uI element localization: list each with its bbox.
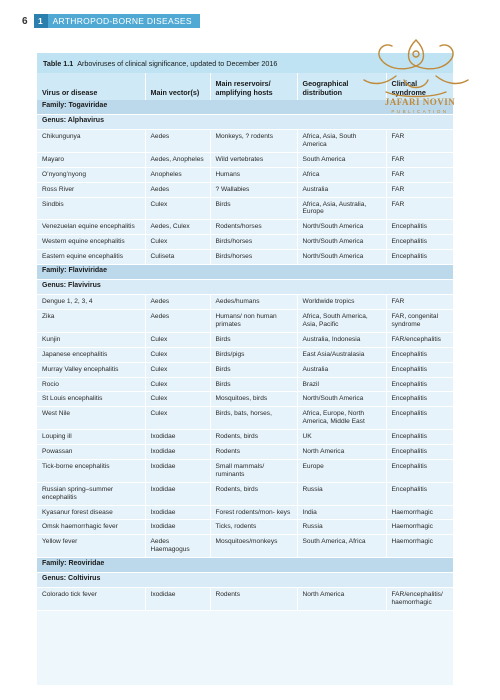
table-row	[37, 167, 453, 182]
table-cell: Small mammals/ ruminants	[210, 459, 297, 482]
table-cell: St Louis encephalitis	[37, 392, 145, 407]
table-row	[37, 332, 453, 347]
table-cell: FAR, congenital syndrome	[386, 309, 453, 332]
genus-row	[37, 573, 453, 588]
table-cell: Aedes/humans	[210, 295, 297, 310]
table-cell: Anopheles	[145, 167, 210, 182]
table-row	[37, 459, 453, 482]
table-row	[37, 182, 453, 197]
table-cell: Encephalitis	[386, 392, 453, 407]
table-cell: Europe	[297, 459, 386, 482]
table-cell: Africa, South America, Asia, Pacific	[297, 309, 386, 332]
table-cell: Culex	[145, 377, 210, 392]
table-cell: Kunjin	[37, 332, 145, 347]
table-cell: Encephalitis	[386, 362, 453, 377]
table-header	[37, 73, 453, 100]
table-cell: West Nile	[37, 407, 145, 430]
table-cell: Birds/horses	[210, 250, 297, 265]
table-cell: Australia	[297, 362, 386, 377]
table-cell: FAR/encephalitis/ haemorrhagic	[386, 588, 453, 611]
table-cell: Birds, bats, horses,	[210, 407, 297, 430]
table-cell: Brazil	[297, 377, 386, 392]
table-cell: South America	[297, 152, 386, 167]
table-row	[37, 220, 453, 235]
table-cell: Eastern equine encephalitis	[37, 250, 145, 265]
table-row	[37, 535, 453, 558]
table-cell: Monkeys, ? rodents	[210, 130, 297, 153]
table-row	[37, 430, 453, 445]
table-cell: Haemorrhagic	[386, 520, 453, 535]
chapter-number: 1	[34, 14, 48, 28]
table-cell: Culex	[145, 392, 210, 407]
table-cell: Aedes	[145, 182, 210, 197]
table-cell: Aedes	[145, 295, 210, 310]
chapter-badge	[34, 14, 200, 28]
table-body	[37, 100, 453, 611]
table-cell: Culiseta	[145, 250, 210, 265]
table-row	[37, 392, 453, 407]
table-cell: Aedes	[145, 130, 210, 153]
table-cell: Encephalitis	[386, 482, 453, 505]
table-cell: FAR/encephalitis	[386, 332, 453, 347]
table-row	[37, 235, 453, 250]
table-cell: Japanese encephalitis	[37, 347, 145, 362]
family-label: Family: Reoviridae	[37, 558, 453, 573]
table-cell: North America	[297, 445, 386, 460]
table-row	[37, 377, 453, 392]
arbovirus-table-container	[37, 53, 453, 685]
table-cell: Murray Valley encephalitis	[37, 362, 145, 377]
genus-label: Genus: Coltivirus	[37, 573, 453, 588]
table-cell: Ixodidae	[145, 459, 210, 482]
table-cell: North/South America	[297, 392, 386, 407]
table-cell: Birds/horses	[210, 235, 297, 250]
table-row	[37, 152, 453, 167]
page-number: 6	[22, 15, 28, 27]
chapter-title: ARTHROPOD-BORNE DISEASES	[52, 16, 192, 26]
table-cell: Western equine encephalitis	[37, 235, 145, 250]
publisher-logo-subtitle: PUBLICATION	[391, 109, 449, 114]
table-row	[37, 347, 453, 362]
table-cell: Rodents/horses	[210, 220, 297, 235]
table-cell: Africa	[297, 167, 386, 182]
table-cell: Encephalitis	[386, 220, 453, 235]
column-header: Clinical syndrome	[386, 73, 453, 100]
table-cell: Russia	[297, 482, 386, 505]
table-cell: Australia	[297, 182, 386, 197]
table-cell: Mayaro	[37, 152, 145, 167]
family-label: Family: Flaviviridae	[37, 265, 453, 280]
genus-row	[37, 115, 453, 130]
genus-row	[37, 280, 453, 295]
table-cell: Encephalitis	[386, 407, 453, 430]
table-cell: Culex	[145, 332, 210, 347]
table-cell: Dengue 1, 2, 3, 4	[37, 295, 145, 310]
table-cell: Ixodidae	[145, 520, 210, 535]
table-cell: O’nyong’nyong	[37, 167, 145, 182]
table-cell: UK	[297, 430, 386, 445]
table-cell: Venezuelan equine encephalitis	[37, 220, 145, 235]
table-cell: Powassan	[37, 445, 145, 460]
table-cell: Sindbis	[37, 197, 145, 220]
table-cell: Africa, Asia, Australia, Europe	[297, 197, 386, 220]
table-cell: Rodents, birds	[210, 430, 297, 445]
family-row	[37, 265, 453, 280]
table-row	[37, 362, 453, 377]
table-cell: Rodents	[210, 588, 297, 611]
table-cell: Yellow fever	[37, 535, 145, 558]
genus-label: Genus: Flavivirus	[37, 280, 453, 295]
table-cell: Culex	[145, 347, 210, 362]
table-cell: Aedes, Anopheles	[145, 152, 210, 167]
table-cell: FAR	[386, 167, 453, 182]
table-cell: Ixodidae	[145, 588, 210, 611]
table-cell: Humans/ non human primates	[210, 309, 297, 332]
table-cell: Ticks, rodents	[210, 520, 297, 535]
table-cell: Ixodidae	[145, 482, 210, 505]
table-cell: Encephalitis	[386, 459, 453, 482]
column-header: Geographical distribution	[297, 73, 386, 100]
table-row	[37, 250, 453, 265]
table-cell: FAR	[386, 197, 453, 220]
table-row	[37, 130, 453, 153]
column-header: Main vector(s)	[145, 73, 210, 100]
column-header: Main reservoirs/ amplifying hosts	[210, 73, 297, 100]
table-cell: Haemorrhagic	[386, 535, 453, 558]
table-cell: Culex	[145, 362, 210, 377]
family-row	[37, 558, 453, 573]
table-cell: Culex	[145, 407, 210, 430]
table-header-row	[37, 73, 453, 100]
table-row	[37, 309, 453, 332]
table-cell: Rodents, birds	[210, 482, 297, 505]
table-cell: Omsk haemorrhagic fever	[37, 520, 145, 535]
table-cell: Birds	[210, 197, 297, 220]
table-cell: Encephalitis	[386, 430, 453, 445]
table-cell: Ixodidae	[145, 445, 210, 460]
table-cell: Birds/pigs	[210, 347, 297, 362]
table-cell: Mosquitoes, birds	[210, 392, 297, 407]
table-row	[37, 197, 453, 220]
table-cell: Ross River	[37, 182, 145, 197]
table-cell: Chikungunya	[37, 130, 145, 153]
table-cell: Encephalitis	[386, 377, 453, 392]
table-cell: Culex	[145, 197, 210, 220]
table-row	[37, 295, 453, 310]
table-cell: ? Wallabies	[210, 182, 297, 197]
table-cell: Zika	[37, 309, 145, 332]
publisher-logo-name: JAFARI NOVIN	[384, 97, 456, 107]
table-caption-text: Arboviruses of clinical significance, updated to December 2016	[77, 58, 278, 68]
table-cell: Encephalitis	[386, 250, 453, 265]
table-caption	[37, 53, 453, 73]
table-cell: North America	[297, 588, 386, 611]
table-cell: FAR	[386, 295, 453, 310]
table-cell: Aedes	[145, 309, 210, 332]
table-row	[37, 588, 453, 611]
table-cell: Ixodidae	[145, 505, 210, 520]
table-cell: Birds	[210, 377, 297, 392]
table-row	[37, 445, 453, 460]
table-cell: FAR	[386, 152, 453, 167]
table-cell: Africa, Asia, South America	[297, 130, 386, 153]
family-label: Family: Togaviridae	[37, 100, 453, 115]
table-cell: Birds	[210, 362, 297, 377]
table-row	[37, 520, 453, 535]
table-cell: Russia	[297, 520, 386, 535]
table-cell: Kyasanur forest disease	[37, 505, 145, 520]
table-row	[37, 482, 453, 505]
table-cell: Worldwide tropics	[297, 295, 386, 310]
genus-label: Genus: Alphavirus	[37, 115, 453, 130]
table-cell: Aedes, Culex	[145, 220, 210, 235]
table-cell: South America, Africa	[297, 535, 386, 558]
table-cell: Encephalitis	[386, 445, 453, 460]
table-cell: Tick-borne encephalitis	[37, 459, 145, 482]
table-cell: Humans	[210, 167, 297, 182]
table-row	[37, 407, 453, 430]
table-cell: Ixodidae	[145, 430, 210, 445]
table-cell: Encephalitis	[386, 235, 453, 250]
table-cell: North/South America	[297, 220, 386, 235]
table-cell: Louping ill	[37, 430, 145, 445]
table-cell: Africa, Europe, North America, Middle East	[297, 407, 386, 430]
table-cell: FAR	[386, 130, 453, 153]
table-caption-label: Table 1.1	[43, 58, 74, 68]
table-row	[37, 505, 453, 520]
table-cell: Colorado tick fever	[37, 588, 145, 611]
table-cell: Aedes Haemagogus	[145, 535, 210, 558]
table-cell: Culex	[145, 235, 210, 250]
table-cell: North/South America	[297, 235, 386, 250]
table-cell: Haemorrhagic	[386, 505, 453, 520]
table-cell: Birds	[210, 332, 297, 347]
table-cell: Australia, Indonesia	[297, 332, 386, 347]
table-cell: FAR	[386, 182, 453, 197]
table-cell: North/South America	[297, 250, 386, 265]
table-cell: Encephalitis	[386, 347, 453, 362]
table-cell: Forest rodents/mon- keys	[210, 505, 297, 520]
arbovirus-table	[37, 73, 453, 611]
table-cell: India	[297, 505, 386, 520]
page-header	[22, 14, 200, 28]
table-cell: Wild vertebrates	[210, 152, 297, 167]
column-header: Virus or disease	[37, 73, 145, 100]
table-cell: Rocio	[37, 377, 145, 392]
table-cell: East Asia/Australasia	[297, 347, 386, 362]
table-cell: Russian spring–summer encephalitis	[37, 482, 145, 505]
table-cell: Mosquitoes/monkeys	[210, 535, 297, 558]
table-cell: Rodents	[210, 445, 297, 460]
